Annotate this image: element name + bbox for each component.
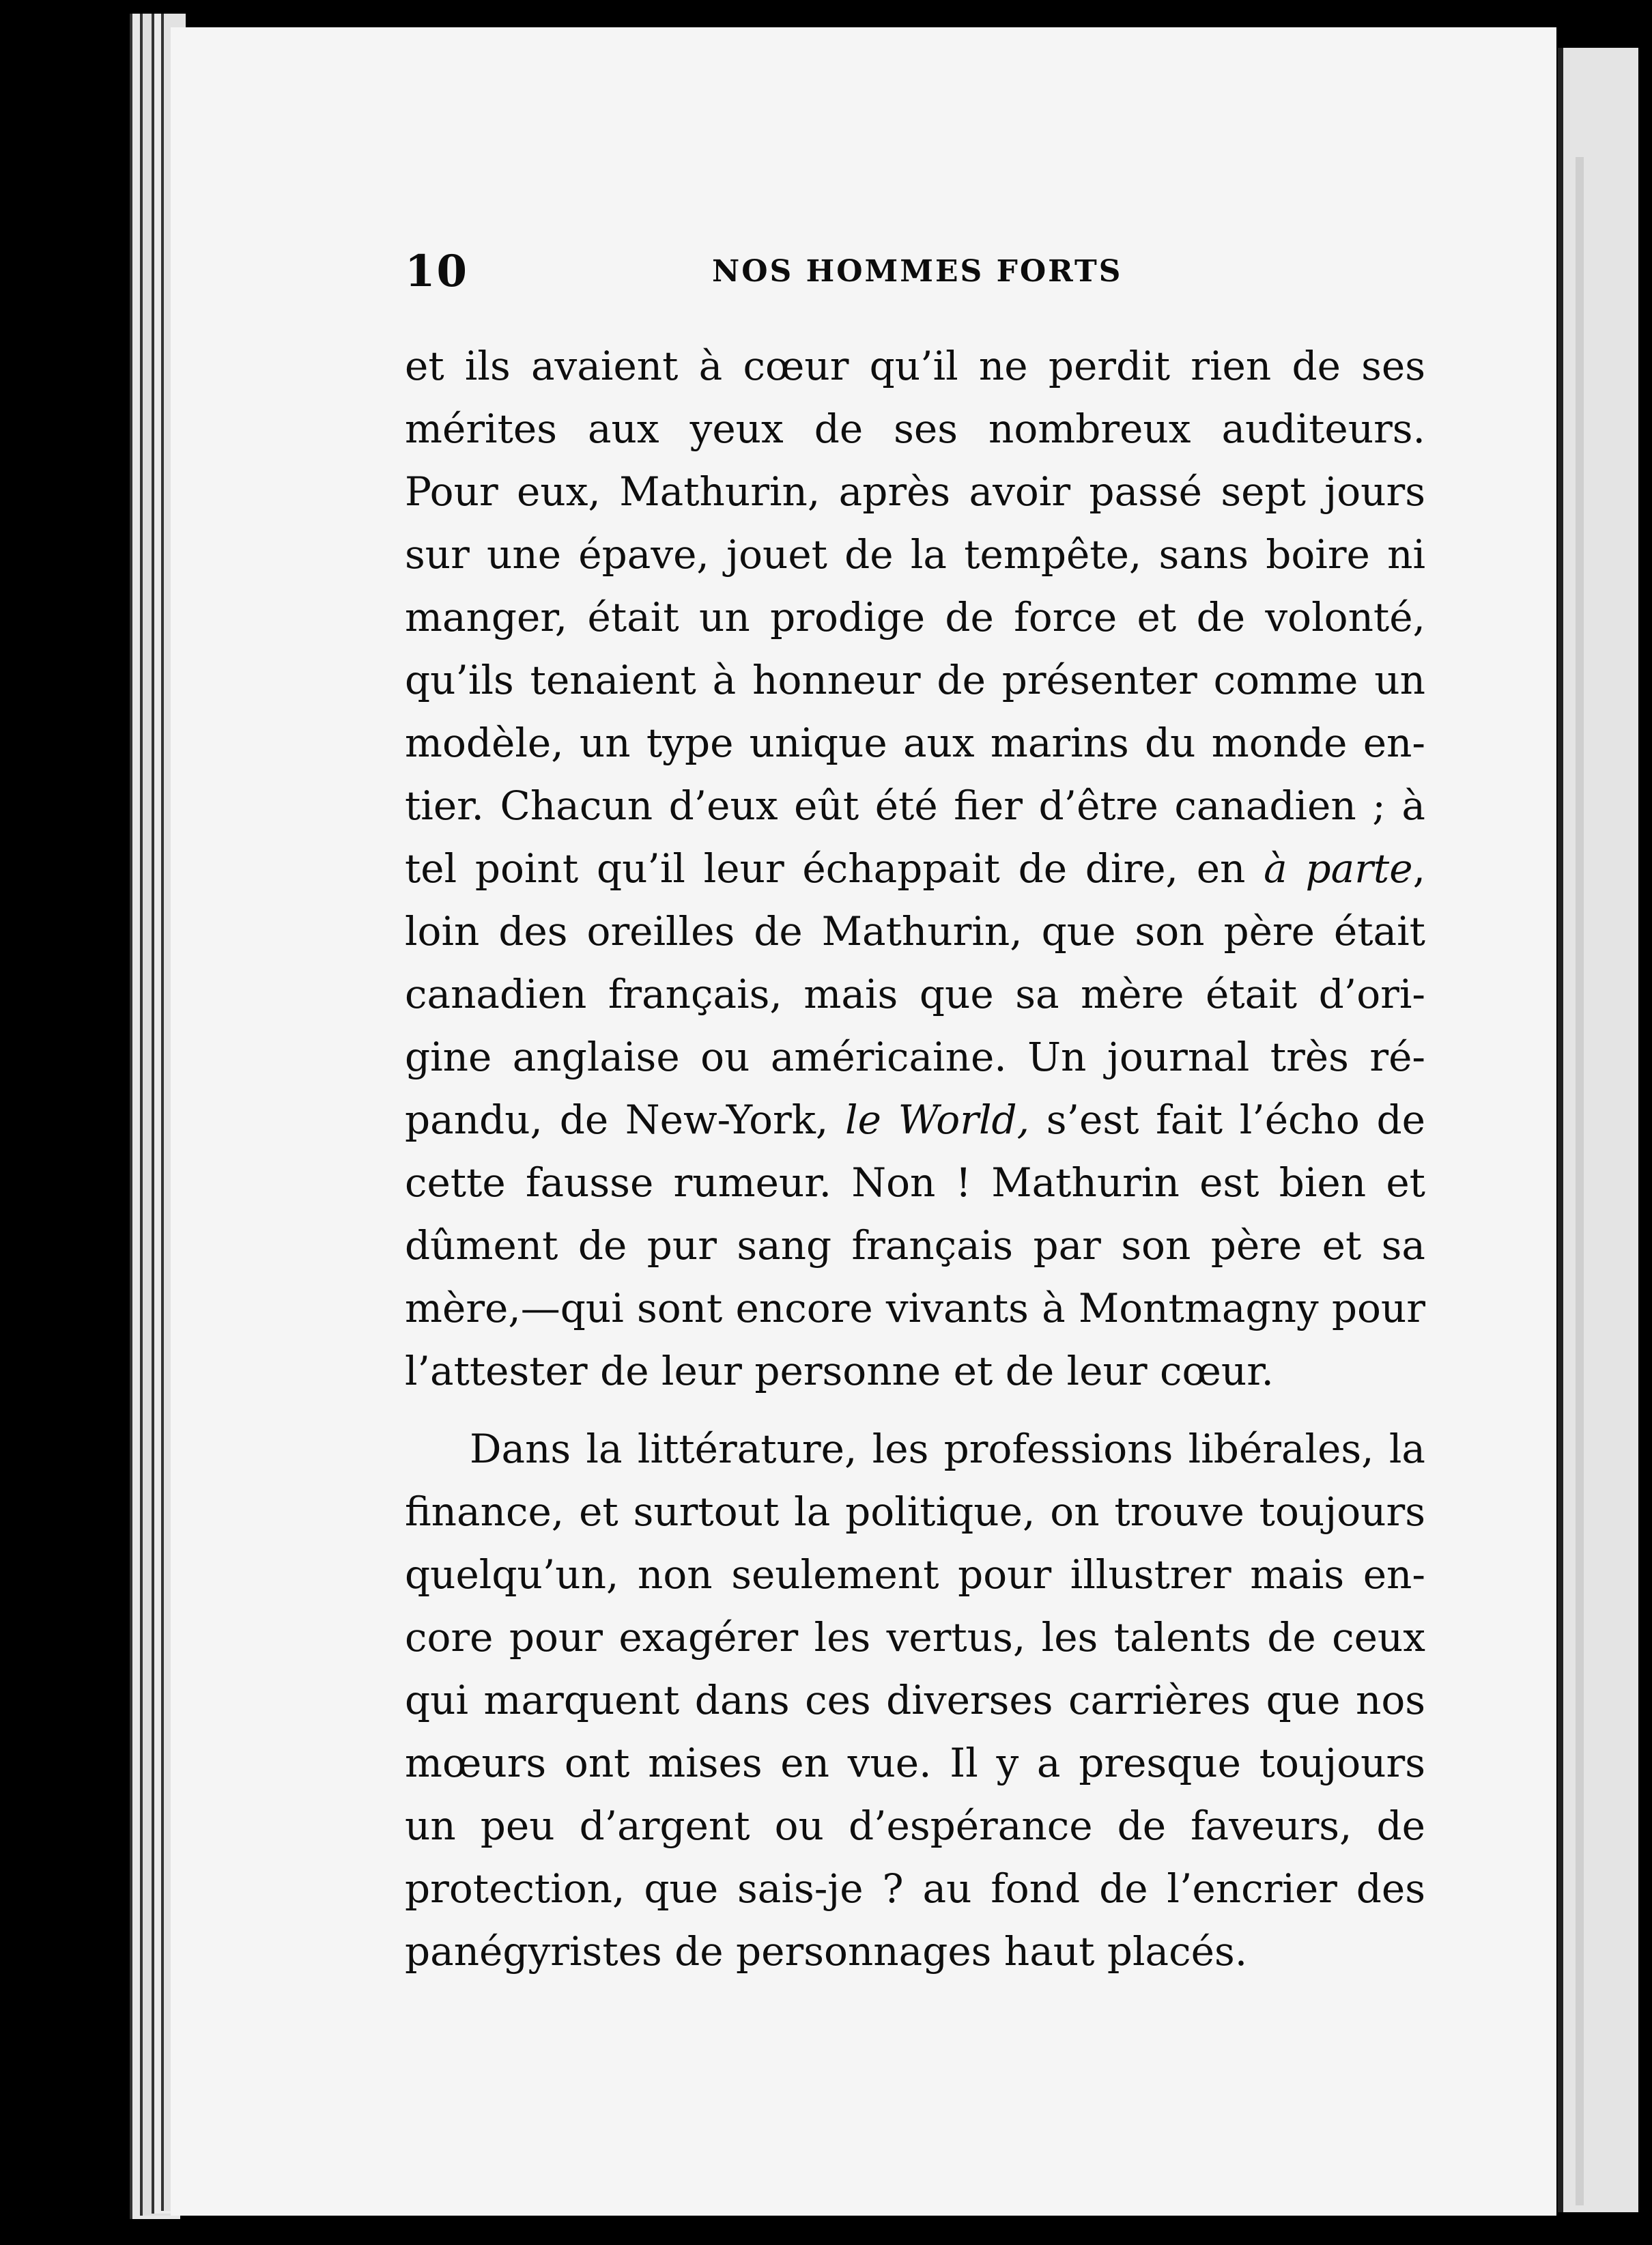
text-line: mère,—qui sont encore vivants à Montmagny pour bbox=[405, 1285, 1425, 1331]
text-line: quelqu’un, non seulement pour illustrer mais en- bbox=[405, 1551, 1425, 1598]
text-line: protection, que sais-je ? au fond de l’encrier des bbox=[405, 1865, 1425, 1912]
page-number: 10 bbox=[405, 246, 469, 297]
text-line: gine anglaise ou américaine. Un journal très ré- bbox=[405, 1034, 1425, 1080]
binding-strip bbox=[1558, 48, 1638, 2212]
page-header bbox=[405, 246, 1429, 307]
text-line: panégyristes de personnages haut placés. bbox=[405, 1928, 1248, 1975]
text-line: sur une épave, jouet de la tempête, sans boire ni bbox=[405, 531, 1425, 578]
text-line: tier. Chacun d’eux eût été fier d’être canadien ; à bbox=[405, 782, 1425, 829]
body-text bbox=[405, 335, 1425, 1983]
text-line: dûment de pur sang français par son père et sa bbox=[405, 1222, 1425, 1269]
text-line: un peu d’argent ou d’espérance de faveurs, de bbox=[405, 1803, 1425, 1849]
text-line bbox=[405, 837, 1425, 900]
text-line: loin des oreilles de Mathurin, que son père était bbox=[405, 908, 1425, 955]
text-segment: , bbox=[1412, 845, 1425, 892]
text-line: modèle, un type unique aux marins du monde en- bbox=[405, 720, 1425, 766]
text-line: manger, était un prodige de force et de volonté, bbox=[405, 594, 1425, 640]
text-line: canadien français, mais que sa mère était d’ori- bbox=[405, 971, 1425, 1017]
text-line: core pour exagérer les vertus, les talents de ceux bbox=[405, 1614, 1425, 1661]
text-line: qu’ils tenaient à honneur de présenter comme un bbox=[405, 657, 1425, 703]
text-line: mœurs ont mises en vue. Il y a presque toujours bbox=[405, 1740, 1425, 1786]
text-line: Dans la littérature, les professions libérales, la bbox=[470, 1426, 1425, 1472]
text-line: et ils avaient à cœur qu’il ne perdit rien de ses bbox=[405, 343, 1425, 389]
paragraph-gap bbox=[405, 1402, 1425, 1417]
text-segment: pandu, de New-York, bbox=[405, 1097, 846, 1143]
text-segment: s’est fait l’écho de bbox=[1029, 1097, 1425, 1143]
italic-segment: à parte bbox=[1264, 845, 1413, 892]
text-line: Pour eux, Mathurin, après avoir passé sept jours bbox=[405, 468, 1425, 515]
text-line bbox=[405, 1088, 1425, 1151]
text-line: l’attester de leur personne et de leur cœur. bbox=[405, 1348, 1274, 1394]
text-segment: tel point qu’il leur échappait de dire, en bbox=[405, 845, 1264, 892]
italic-segment: le World, bbox=[845, 1097, 1030, 1143]
text-line: finance, et surtout la politique, on trouve toujours bbox=[405, 1488, 1425, 1535]
text-line: mérites aux yeux de ses nombreux auditeurs. bbox=[405, 406, 1425, 452]
text-line: qui marquent dans ces diverses carrières que nos bbox=[405, 1677, 1425, 1723]
text-line: cette fausse rumeur. Non ! Mathurin est bien et bbox=[405, 1159, 1425, 1206]
running-title: NOS HOMMES FORTS bbox=[712, 254, 1123, 289]
